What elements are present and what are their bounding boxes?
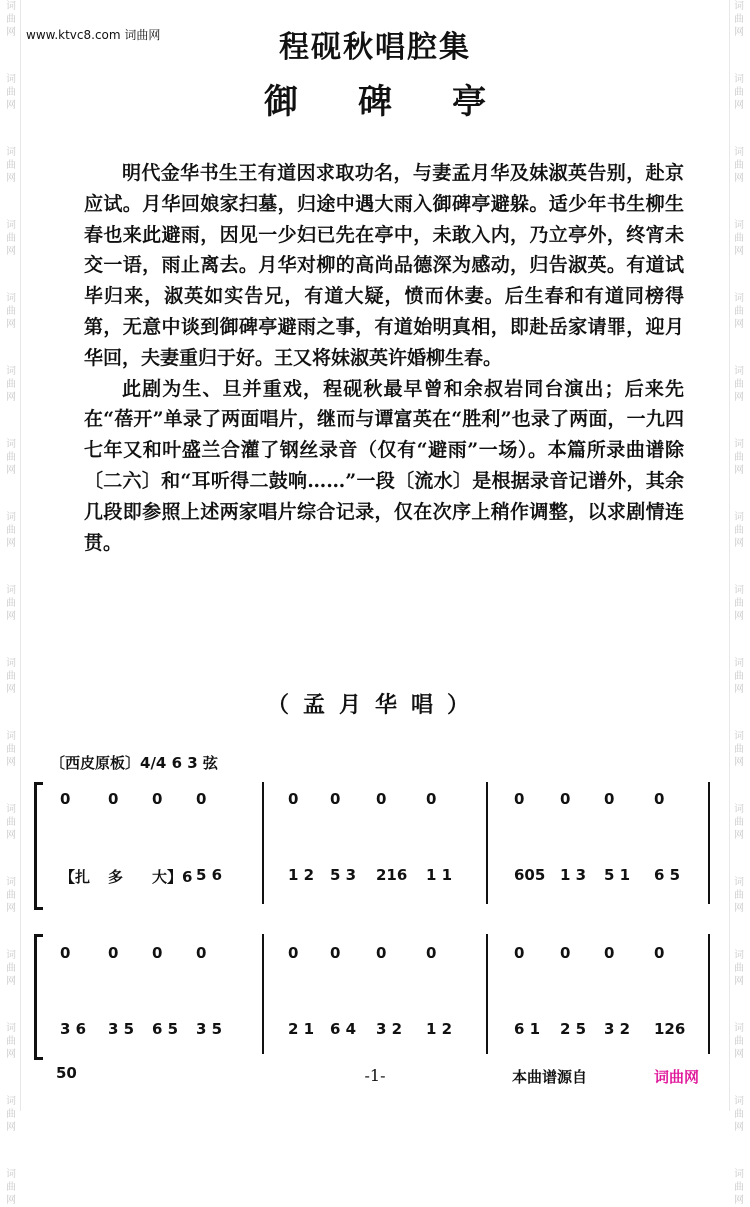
score-note: 0 (108, 944, 119, 962)
source-label: 本曲谱源自 (512, 1068, 588, 1086)
margin-watermark-group: 词 曲 网 (734, 1023, 744, 1060)
margin-watermark-group: 词 曲 网 (6, 220, 16, 257)
score-note: 2 1 (288, 1020, 315, 1038)
score-note: 0 (426, 944, 437, 962)
system-bracket (34, 782, 43, 910)
score-note: 0 (604, 790, 615, 808)
score-note: 5 3 (330, 866, 357, 884)
score-note: 0 (152, 944, 163, 962)
opera-title: 御碑亭 (264, 82, 546, 122)
score-note: 大】6 (152, 868, 193, 886)
page-title: 程砚秋唱腔集 (279, 30, 471, 65)
score-note: 0 (108, 790, 119, 808)
bar-line (262, 782, 264, 904)
margin-watermark-group: 词 曲 网 (6, 804, 16, 841)
margin-watermark-group: 词 曲 网 (734, 512, 744, 549)
score-note: 0 (514, 944, 525, 962)
score-note: 0 (560, 944, 571, 962)
score-note: 3 5 (196, 1020, 223, 1038)
margin-watermark-group: 词 曲 网 (6, 147, 16, 184)
margin-watermark-group: 词 曲 网 (734, 220, 744, 257)
score-note: 3 2 (604, 1020, 631, 1038)
score-note: 0 (330, 790, 341, 808)
score-note: 1 3 (560, 866, 587, 884)
score-note: 0 (152, 790, 163, 808)
margin-watermark-group: 词 曲 网 (734, 74, 744, 111)
margin-watermark-group: 词 曲 网 (6, 512, 16, 549)
margin-watermark-group: 词 曲 网 (6, 1169, 16, 1206)
margin-watermark-group: 词 曲 网 (734, 877, 744, 914)
score-note: 6 1 (514, 1020, 541, 1038)
score-note: 216 (376, 866, 408, 884)
score-note: 1 2 (426, 1020, 453, 1038)
margin-watermark-group: 词 曲 网 (6, 74, 16, 111)
score-note: 0 (196, 790, 207, 808)
score-note: 0 (654, 944, 665, 962)
margin-watermark-group: 词 曲 网 (734, 731, 744, 768)
margin-watermark-group: 词 曲 网 (6, 731, 16, 768)
score-note: 0 (330, 944, 341, 962)
margin-watermark-group: 词 曲 网 (6, 950, 16, 987)
margin-watermark-group: 词 曲 网 (734, 439, 744, 476)
bar-line (486, 934, 488, 1054)
score-note: 1 1 (426, 866, 453, 884)
bar-line (708, 934, 710, 1054)
score-note: 2 5 (560, 1020, 587, 1038)
margin-watermark-group: 词 曲 网 (6, 293, 16, 330)
page-number-corner: 50 (56, 1064, 77, 1082)
tempo-marking: 〔西皮原板〕4/4 6 3 弦 (50, 754, 218, 772)
system-bracket (34, 934, 43, 1060)
site-watermark[interactable]: www.ktvc8.com 词曲网 (26, 28, 161, 42)
margin-watermark-group: 词 曲 网 (734, 950, 744, 987)
left-margin-watermark (2, 0, 21, 1206)
margin-watermark-group: 词 曲 网 (734, 147, 744, 184)
score-note: 0 (654, 790, 665, 808)
score-note: 0 (560, 790, 571, 808)
score-note: 0 (60, 790, 71, 808)
score-note: 3 5 (108, 1020, 135, 1038)
right-margin-watermark (729, 0, 748, 1206)
margin-watermark-group: 词 曲 网 (6, 1096, 16, 1133)
page-number: -1- (364, 1066, 386, 1085)
margin-watermark-group: 词 曲 网 (734, 1, 744, 38)
singer-heading: （孟月华唱） (266, 692, 483, 718)
score-note: 0 (514, 790, 525, 808)
score-note: 多 (108, 868, 124, 886)
score-note: 0 (60, 944, 71, 962)
margin-watermark-group: 词 曲 网 (6, 877, 16, 914)
bar-line (486, 782, 488, 904)
bar-line (708, 782, 710, 904)
score-note: 0 (426, 790, 437, 808)
margin-watermark-group: 词 曲 网 (734, 804, 744, 841)
margin-watermark-group: 词 曲 网 (6, 658, 16, 695)
score-note: 1 2 (288, 866, 315, 884)
margin-watermark-group: 词 曲 网 (734, 366, 744, 403)
score-note: 5 6 (196, 866, 223, 884)
score-note: 3 6 (60, 1020, 87, 1038)
intro-text (84, 158, 684, 558)
score-note: 【扎 (60, 868, 91, 886)
score-note: 6 5 (152, 1020, 179, 1038)
margin-watermark-group: 词 曲 网 (734, 1096, 744, 1133)
score-note: 0 (288, 944, 299, 962)
score-note: 5 1 (604, 866, 631, 884)
margin-watermark-group: 词 曲 网 (734, 1169, 744, 1206)
score-note: 6 5 (654, 866, 681, 884)
score-note: 0 (376, 944, 387, 962)
intro-paragraph-1: 明代金华书生王有道因求取功名，与妻孟月华及妹淑英告别，赴京应试。月华回娘家扫墓，归途中遇大雨入御碑亭避躲。适少年书生柳生春也来此避雨，因见一少妇已先在亭中，未敢入内，乃立亭外，终宵未交一语，雨止离去。月华对柳的高尚品德深为感动，归告淑英。有道试毕归来，淑英如实告兄，有道大疑，愤而休妻。后生春和有道同榜得第，无意中谈到御碑亭避雨之事，有道始明真相，即赴岳家请罪，迎月华回，夫妻重归于好。王又将妹淑英许婚柳生春。 (84, 162, 684, 369)
score-note: 0 (196, 944, 207, 962)
score-note: 605 (514, 866, 546, 884)
margin-watermark-group: 词 曲 网 (734, 658, 744, 695)
score-note: 0 (376, 790, 387, 808)
margin-watermark-group: 词 曲 网 (6, 366, 16, 403)
bar-line (262, 934, 264, 1054)
score-note: 0 (288, 790, 299, 808)
score-note: 0 (604, 944, 615, 962)
margin-watermark-group: 词 曲 网 (6, 439, 16, 476)
score-note: 6 4 (330, 1020, 357, 1038)
score-note: 126 (654, 1020, 686, 1038)
margin-watermark-group: 词 曲 网 (6, 585, 16, 622)
margin-watermark-group: 词 曲 网 (6, 1, 16, 38)
score-note: 3 2 (376, 1020, 403, 1038)
brand-link[interactable]: 词曲网 (654, 1068, 700, 1086)
margin-watermark-group: 词 曲 网 (734, 293, 744, 330)
margin-watermark-group: 词 曲 网 (6, 1023, 16, 1060)
intro-paragraph-2: 此剧为生、旦并重戏，程砚秋最早曾和余叔岩同台演出；后来先在“蓓开”单录了两面唱片，继而与谭富英在“胜利”也录了两面，一九四七年又和叶盛兰合灌了钢丝录音（仅有“避雨”一场）。本篇所录曲谱除〔二六〕和“耳听得二鼓响……”一段〔流水〕是根据录音记谱外，其余几段即参照上述两家唱片综合记录，仅在次序上稍作调整，以求剧情连贯。 (84, 377, 684, 554)
margin-watermark-group: 词 曲 网 (734, 585, 744, 622)
